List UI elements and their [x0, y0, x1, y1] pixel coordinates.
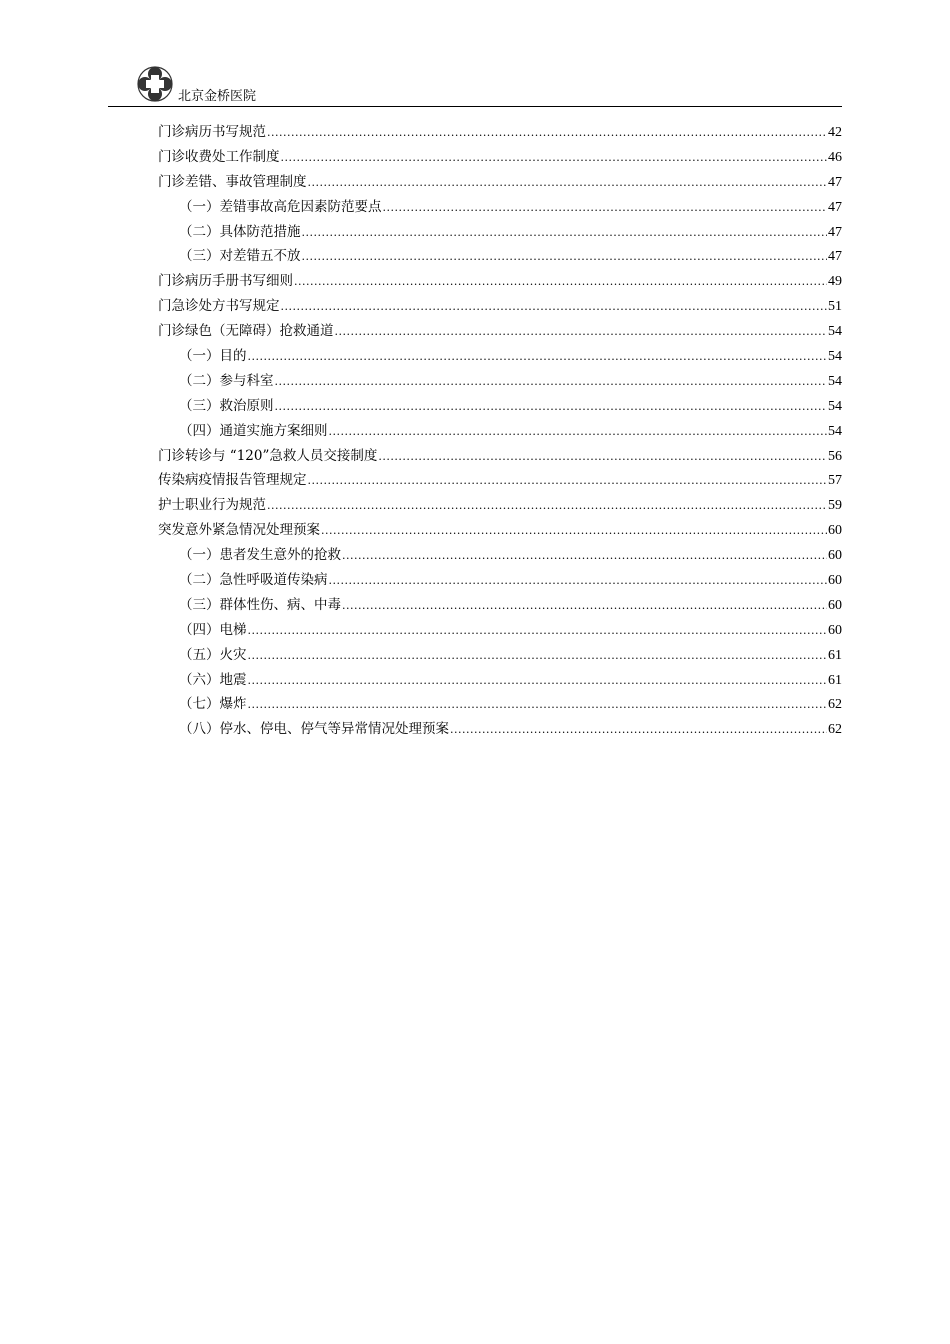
- toc-entry-page-number: 42: [828, 125, 842, 140]
- toc-entry-title: （六）地震: [179, 671, 247, 688]
- hospital-name: 北京金桥医院: [178, 89, 257, 104]
- toc-entry[interactable]: [158, 120, 842, 145]
- toc-entry-page-number: 46: [828, 149, 842, 165]
- toc-entry-title: 门急诊处方书写规定: [158, 298, 280, 315]
- toc-entry[interactable]: [158, 269, 842, 294]
- toc-entry-page-number: 56: [828, 448, 842, 464]
- toc-entry[interactable]: [158, 394, 842, 419]
- toc-entry-title: 门诊绿色（无障碍）抢救通道: [158, 323, 334, 340]
- toc-entry-title: （一）患者发生意外的抢救: [179, 547, 341, 564]
- toc-entry-page-number: 47: [828, 199, 842, 215]
- toc-entry-page-number: 60: [828, 573, 842, 589]
- table-of-contents: [158, 120, 842, 742]
- toc-dot-leader: [281, 146, 828, 171]
- toc-dot-leader: [335, 320, 828, 345]
- toc-dot-leader: [281, 295, 828, 320]
- toc-dot-leader: [308, 469, 828, 494]
- toc-entry-page-number: 60: [828, 622, 842, 638]
- toc-entry[interactable]: [158, 344, 842, 369]
- toc-entry-page-number: 54: [828, 373, 842, 389]
- toc-entry-title: （二）具体防范措施: [179, 223, 301, 240]
- toc-entry[interactable]: [158, 568, 842, 593]
- toc-entry-title: （三）救治原则: [179, 397, 274, 414]
- toc-entry-title: 门诊收费处工作制度: [158, 148, 280, 165]
- toc-entry-title: （八）停水、停电、停气等异常情况处理预案: [179, 721, 449, 738]
- toc-entry[interactable]: [158, 419, 842, 444]
- toc-entry-page-number: 54: [828, 398, 842, 414]
- toc-dot-leader: [248, 644, 828, 669]
- toc-entry-page-number: 49: [828, 274, 842, 290]
- toc-dot-leader: [329, 569, 828, 594]
- toc-entry-title: 护士职业行为规范: [158, 497, 266, 514]
- toc-entry-title: 门诊转诊与 “120”急救人员交接制度: [158, 447, 378, 464]
- toc-entry-title: （二）参与科室: [179, 372, 274, 389]
- toc-entry-page-number: 47: [828, 224, 842, 240]
- toc-dot-leader: [450, 718, 827, 743]
- toc-dot-leader: [248, 669, 828, 694]
- toc-dot-leader: [248, 693, 828, 718]
- toc-entry-page-number: 54: [828, 324, 842, 340]
- toc-entry-page-number: 60: [828, 523, 842, 539]
- toc-entry-title: （七）爆炸: [179, 696, 247, 713]
- toc-dot-leader: [275, 395, 828, 420]
- toc-entry-page-number: 62: [828, 697, 842, 713]
- toc-entry-page-number: 47: [828, 249, 842, 265]
- toc-dot-leader: [308, 171, 828, 196]
- toc-dot-leader: [342, 544, 827, 569]
- toc-entry[interactable]: [158, 294, 842, 319]
- toc-entry-title: 门诊病历书写规范: [158, 124, 266, 140]
- toc-entry[interactable]: [158, 195, 842, 220]
- toc-dot-leader: [294, 270, 827, 295]
- toc-entry[interactable]: [158, 618, 842, 643]
- toc-dot-leader: [248, 619, 828, 644]
- toc-dot-leader: [383, 196, 828, 221]
- toc-entry[interactable]: [158, 319, 842, 344]
- toc-entry-title: （一）目的: [179, 348, 247, 365]
- toc-entry[interactable]: [158, 468, 842, 493]
- toc-entry-title: 门诊病历手册书写细则: [158, 273, 293, 290]
- toc-entry[interactable]: [158, 543, 842, 568]
- toc-dot-leader: [267, 121, 827, 146]
- toc-entry-page-number: 51: [828, 299, 842, 315]
- toc-entry-title: （四）通道实施方案细则: [179, 422, 328, 439]
- toc-entry[interactable]: [158, 369, 842, 394]
- toc-entry[interactable]: [158, 493, 842, 518]
- toc-entry-page-number: 61: [828, 647, 842, 663]
- toc-dot-leader: [329, 420, 828, 445]
- toc-dot-leader: [378, 445, 827, 470]
- toc-dot-leader: [342, 594, 827, 619]
- toc-entry-page-number: 61: [828, 672, 842, 688]
- toc-entry-title: （一）差错事故高危因素防范要点: [179, 198, 382, 215]
- toc-dot-leader: [302, 221, 828, 246]
- toc-entry-page-number: 60: [828, 548, 842, 564]
- toc-entry[interactable]: [158, 643, 842, 668]
- toc-entry-page-number: 62: [828, 722, 842, 738]
- toc-entry[interactable]: [158, 220, 842, 245]
- toc-entry-page-number: 54: [828, 349, 842, 365]
- toc-entry[interactable]: [158, 518, 842, 543]
- page-header: [108, 66, 842, 108]
- toc-entry[interactable]: [158, 668, 842, 693]
- toc-entry[interactable]: [158, 717, 842, 742]
- toc-entry[interactable]: [158, 692, 842, 717]
- toc-entry[interactable]: [158, 145, 842, 170]
- toc-dot-leader: [275, 370, 828, 395]
- red-cross-emblem-icon: [137, 66, 173, 102]
- toc-entry-title: （五）火灾: [179, 646, 247, 663]
- toc-entry-page-number: 60: [828, 597, 842, 613]
- toc-entry[interactable]: [158, 244, 842, 269]
- toc-entry-page-number: 57: [828, 473, 842, 489]
- toc-entry-page-number: 47: [828, 174, 842, 190]
- toc-entry[interactable]: [158, 170, 842, 195]
- toc-dot-leader: [321, 519, 827, 544]
- toc-entry-title: 门诊差错、事故管理制度: [158, 173, 307, 190]
- toc-entry-title: （二）急性呼吸道传染病: [179, 572, 328, 589]
- toc-entry[interactable]: [158, 444, 842, 469]
- toc-entry-page-number: 54: [828, 423, 842, 439]
- toc-dot-leader: [248, 345, 828, 370]
- toc-entry-title: （三）对差错五不放: [179, 248, 301, 265]
- toc-entry-title: 突发意外紧急情况处理预案: [158, 522, 320, 539]
- toc-dot-leader: [267, 494, 827, 519]
- toc-entry-title: （四）电梯: [179, 621, 247, 638]
- header-divider: [108, 106, 842, 107]
- toc-entry-page-number: 59: [828, 498, 842, 514]
- toc-entry-title: （三）群体性伤、病、中毒: [179, 596, 341, 613]
- toc-dot-leader: [302, 245, 828, 270]
- toc-entry-title: 传染病疫情报告管理规定: [158, 472, 307, 489]
- toc-entry[interactable]: [158, 593, 842, 618]
